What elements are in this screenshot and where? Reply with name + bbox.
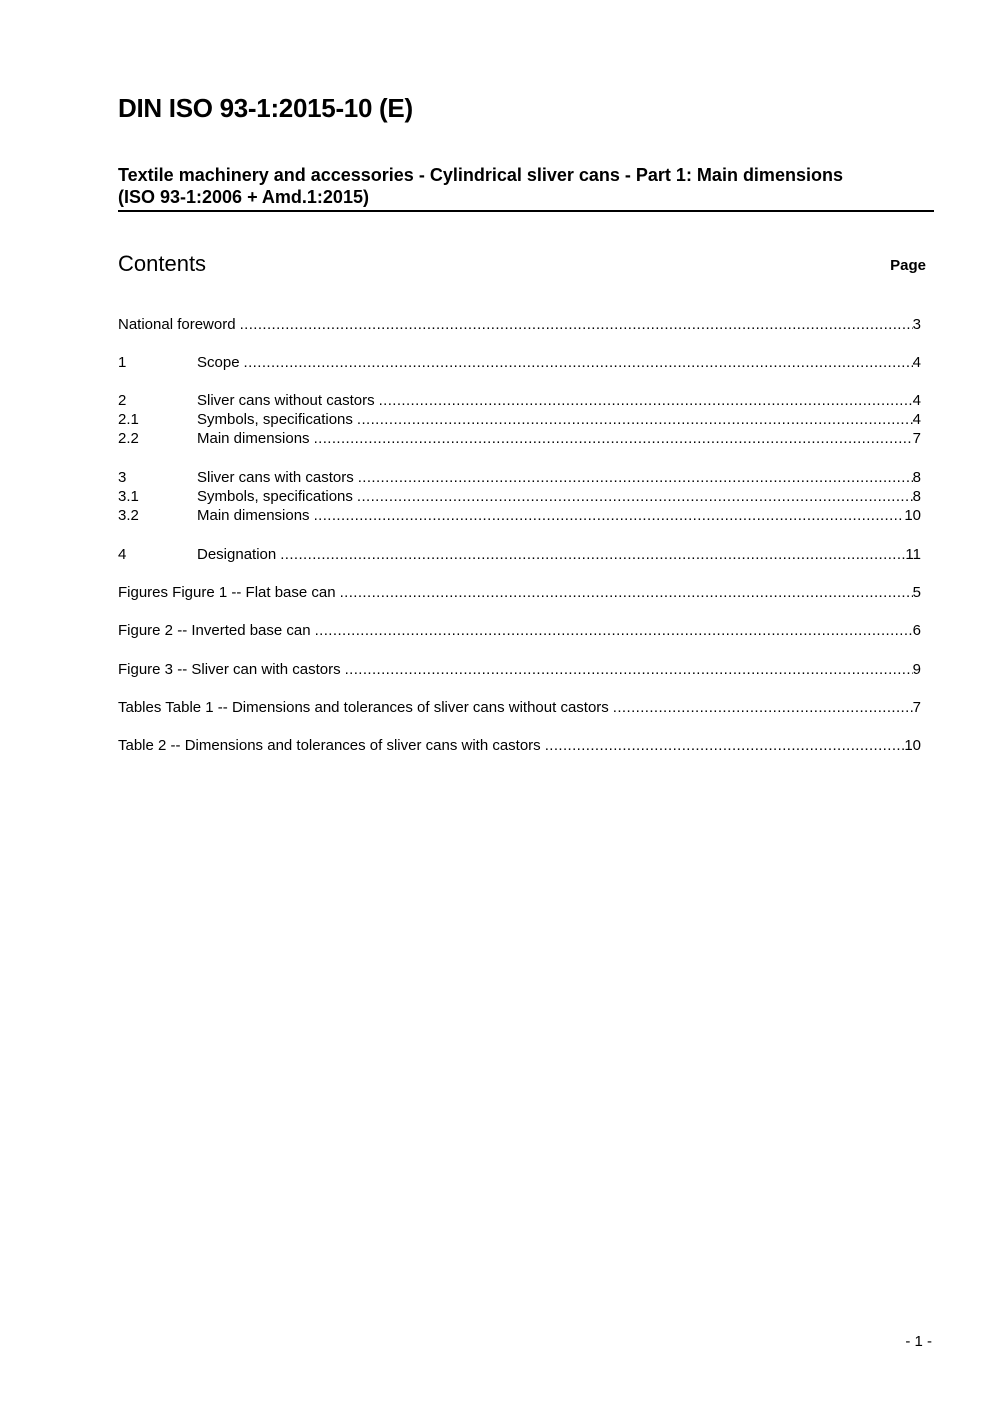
toc-entry-national-foreword[interactable] (118, 316, 921, 335)
toc-entry-table-2[interactable] (118, 737, 921, 756)
toc-entry-page: 5 (912, 584, 921, 601)
toc-leader-dots (357, 411, 913, 428)
toc-entry-page: 9 (912, 661, 921, 678)
subtitle-line-2: (ISO 93-1:2006 + Amd.1:2015) (118, 187, 369, 207)
toc-entry-number: 3 (118, 469, 127, 486)
toc-leader-dots (379, 392, 913, 409)
toc-leader-dots (244, 354, 913, 371)
toc-entry-page: 8 (912, 488, 921, 505)
toc-leader-dots (314, 430, 913, 447)
toc-entry-page: 10 (904, 737, 921, 754)
toc-entry-page: 4 (912, 354, 921, 371)
toc-leader-dots (345, 661, 913, 678)
toc-entry-page: 4 (912, 392, 921, 409)
toc-entry-page: 3 (912, 316, 921, 333)
toc-entry-main-dimensions-3-2[interactable] (118, 507, 921, 526)
toc-entry-title: Symbols, specifications (197, 488, 353, 505)
toc-leader-dots (613, 699, 913, 716)
page-column-heading: Page (890, 257, 926, 274)
toc-entry-title: Figure 2 -- Inverted base can (118, 622, 311, 639)
toc-entry-title: Symbols, specifications (197, 411, 353, 428)
toc-entry-page: 11 (905, 546, 921, 563)
toc-entry-number: 1 (118, 354, 127, 371)
toc-entry-page: 7 (912, 430, 921, 447)
toc-entry-cans-without-castors[interactable] (118, 392, 921, 411)
toc-entry-title: Sliver cans with castors (197, 469, 354, 486)
toc-entry-title: Figures Figure 1 -- Flat base can (118, 584, 336, 601)
toc-entry-page: 7 (912, 699, 921, 716)
toc-entry-number: 4 (118, 546, 127, 563)
toc-entry-number: 3.1 (118, 488, 139, 505)
toc-entry-title: Figure 3 -- Sliver can with castors (118, 661, 341, 678)
toc-entry-page: 6 (912, 622, 921, 639)
toc-leader-dots (280, 546, 905, 563)
toc-leader-dots (357, 488, 913, 505)
toc-entry-designation[interactable] (118, 546, 921, 565)
toc-leader-dots (314, 507, 905, 524)
toc-entry-figure-2[interactable] (118, 622, 921, 641)
contents-heading: Contents (118, 251, 207, 276)
toc-entry-number: 2 (118, 392, 127, 409)
toc-entry-number: 2.1 (118, 411, 139, 428)
toc-entry-page: 10 (904, 507, 921, 524)
toc-entry-number: 2.2 (118, 430, 139, 447)
toc-entry-table-1[interactable] (118, 699, 921, 718)
toc-leader-dots (240, 316, 913, 333)
toc-leader-dots (545, 737, 905, 754)
document-subtitle (118, 164, 933, 208)
toc-entry-symbols-specifications-2-1[interactable] (118, 411, 921, 430)
toc-entry-symbols-specifications-3-1[interactable] (118, 488, 921, 507)
toc-entry-figure-1[interactable] (118, 584, 921, 603)
toc-leader-dots (340, 584, 913, 601)
toc-entry-title: Table 2 -- Dimensions and tolerances of sliver cans with castors (118, 737, 541, 754)
toc-entry-title: Scope (197, 354, 240, 371)
toc-entry-page: 8 (912, 469, 921, 486)
title-divider (118, 210, 934, 212)
toc-entry-scope[interactable] (118, 354, 921, 373)
toc-entry-title: Sliver cans without castors (197, 392, 375, 409)
footer-page-number: - 1 - (905, 1333, 932, 1350)
document-id: DIN ISO 93-1:2015-10 (E) (118, 93, 413, 123)
toc-entry-figure-3[interactable] (118, 661, 921, 680)
toc-leader-dots (315, 622, 913, 639)
toc-entry-title: Designation (197, 546, 277, 563)
toc-entry-title: National foreword (118, 316, 236, 333)
toc-entry-title: Main dimensions (197, 507, 310, 524)
toc-entry-title: Main dimensions (197, 430, 310, 447)
toc-entry-cans-with-castors[interactable] (118, 469, 921, 488)
toc-leader-dots (358, 469, 913, 486)
toc-entry-main-dimensions-2-2[interactable] (118, 430, 921, 449)
toc-entry-page: 4 (912, 411, 921, 428)
toc-entry-title: Tables Table 1 -- Dimensions and tolerances of sliver cans without castors (118, 699, 609, 716)
subtitle-line-1: Textile machinery and accessories - Cylindrical sliver cans - Part 1: Main dimensions (118, 165, 843, 185)
toc-entry-number: 3.2 (118, 507, 139, 524)
